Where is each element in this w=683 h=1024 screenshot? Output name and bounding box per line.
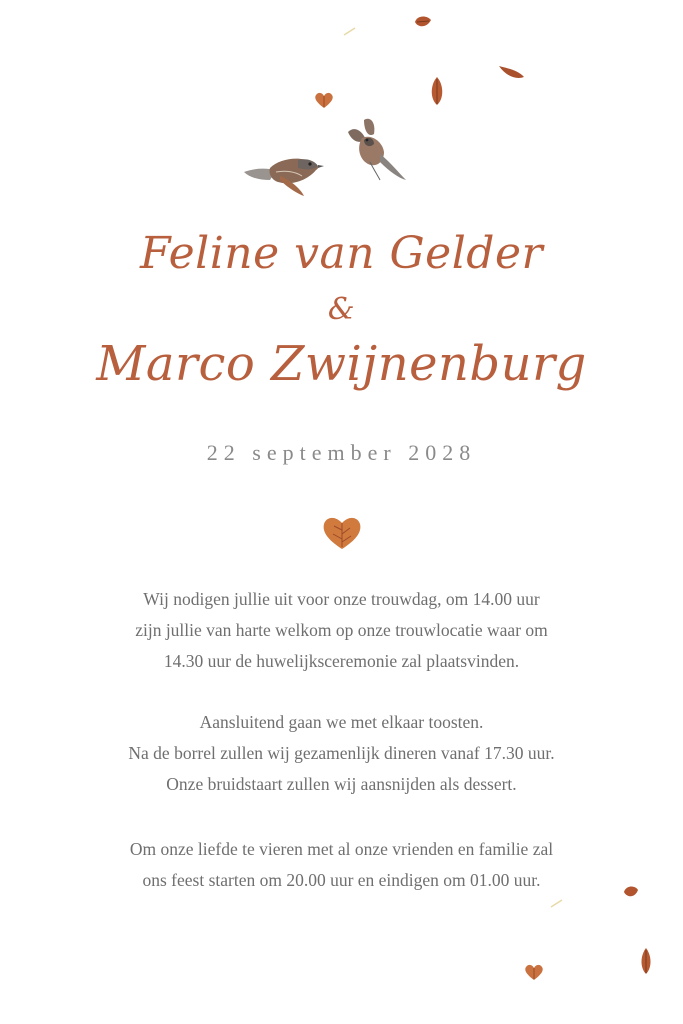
text-line: zijn jullie van harte welkom op onze trouwlocatie waar om <box>135 620 548 640</box>
seed-icon <box>550 898 564 908</box>
sparrow-left-icon <box>240 150 326 198</box>
seed-icon <box>343 26 357 36</box>
paragraph-dinner <box>0 707 683 800</box>
text-line: Aansluitend gaan we met elkaar toosten. <box>199 712 484 732</box>
text-line: Onze bruidstaart zullen wij aansnijden als dessert. <box>166 774 517 794</box>
text-line: Wij nodigen jullie uit voor onze trouwdag, om 14.00 uur <box>143 589 540 609</box>
sparrow-right-icon <box>340 114 410 186</box>
text-line: Om onze liefde te vieren met al onze vrienden en familie zal <box>129 839 554 859</box>
falling-leaf-icon <box>413 14 433 30</box>
falling-leaf-icon <box>622 884 640 900</box>
falling-leaf-icon <box>638 946 654 976</box>
falling-leaf-icon <box>498 64 526 82</box>
ampersand: & <box>327 292 356 327</box>
falling-leaf-icon <box>428 75 446 107</box>
text-line: ons feest starten om 20.00 uur en eindigen om 01.00 uur. <box>142 870 541 890</box>
heart-leaf-icon <box>320 512 364 552</box>
paragraph-ceremony <box>0 584 683 677</box>
wedding-date: 22 september 2028 <box>206 440 477 465</box>
paragraph-party <box>0 834 683 896</box>
groom-name: Marco Zwijnenburg <box>96 336 587 392</box>
bride-name: Feline van Gelder <box>139 228 544 279</box>
text-line: 14.30 uur de huwelijksceremonie zal plaatsvinden. <box>163 651 520 671</box>
text-line: Na de borrel zullen wij gezamenlijk dineren vanaf 17.30 uur. <box>128 743 555 763</box>
heart-leaf-icon <box>313 90 335 110</box>
heart-leaf-icon <box>523 962 545 982</box>
